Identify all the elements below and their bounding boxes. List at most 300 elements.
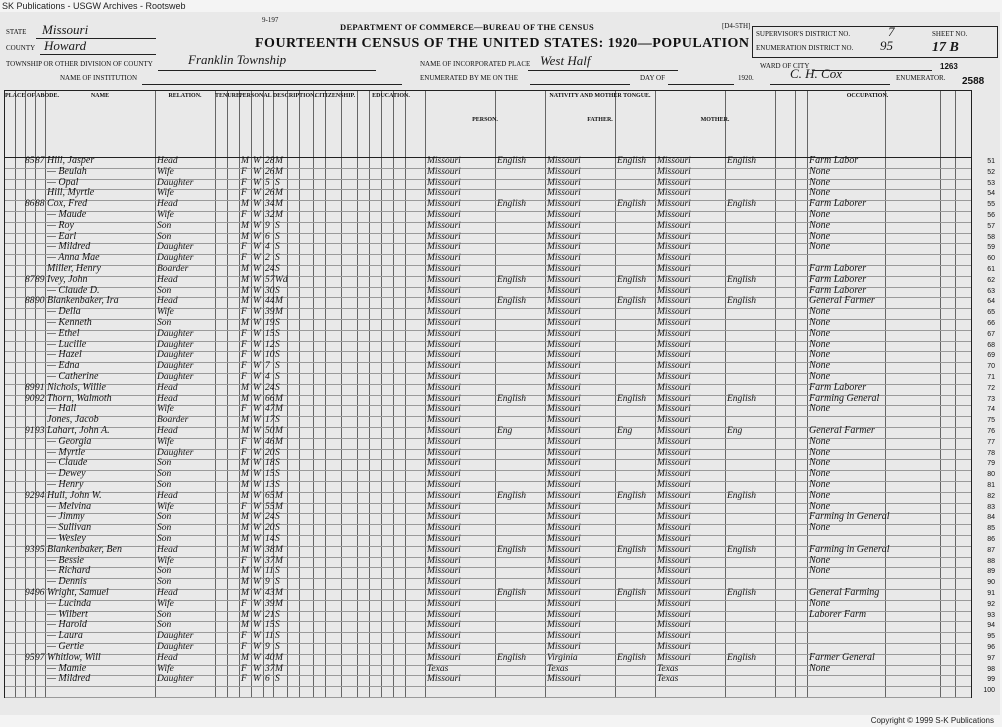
cell-mother-birthplace: Missouri bbox=[657, 609, 691, 620]
cell-person-name: — Gertie bbox=[47, 641, 84, 652]
cell-person-name: Jones, Jacob bbox=[47, 414, 99, 426]
cell-father-birthplace: Missouri bbox=[547, 480, 581, 490]
cell-sex: M bbox=[241, 469, 249, 480]
cell-person-name: Blankenbaker, Ira bbox=[47, 295, 119, 307]
cell-age: 38 bbox=[265, 544, 275, 555]
cell-age: 9 bbox=[265, 642, 270, 652]
cell-mother-birthplace: Missouri bbox=[657, 652, 691, 663]
cell-age: 7 bbox=[265, 361, 270, 372]
cell-relation: Daughter bbox=[157, 177, 194, 188]
cell-marital-status: M bbox=[275, 598, 283, 609]
cell-occupation: None bbox=[809, 500, 831, 512]
cell-occupation: None bbox=[809, 468, 831, 480]
column-group-heading: OCCUPATION. bbox=[846, 93, 889, 99]
cell-marital-status: S bbox=[275, 339, 280, 350]
cell-person-name: — Mildred bbox=[47, 241, 91, 253]
cell-father-birthplace: Missouri bbox=[547, 372, 581, 382]
cell-mother-birthplace: Missouri bbox=[657, 188, 691, 199]
year-label: 1920. bbox=[738, 74, 754, 82]
cell-mother-birthplace: Missouri bbox=[657, 328, 691, 339]
cell-occupation: None bbox=[809, 165, 831, 177]
line-number: 61 bbox=[987, 266, 995, 273]
cell-relation: Daughter bbox=[157, 361, 194, 372]
line-number: 73 bbox=[987, 395, 995, 403]
cell-mother-tongue: English bbox=[497, 199, 527, 210]
cell-age: 5 bbox=[265, 177, 270, 188]
cell-father-birthplace: Missouri bbox=[547, 274, 581, 285]
cell-age: 11 bbox=[265, 631, 274, 642]
row-rule bbox=[5, 675, 971, 676]
cell-birthplace: Missouri bbox=[427, 501, 461, 512]
cell-occupation: None bbox=[809, 241, 831, 253]
line-number: 55 bbox=[987, 201, 995, 209]
cell-relation: Son bbox=[157, 534, 172, 544]
cell-sex: F bbox=[241, 188, 247, 199]
cell-birthplace: Missouri bbox=[427, 674, 461, 685]
cell-age: 19 bbox=[265, 318, 275, 328]
cell-person-name: Cox, Fred bbox=[47, 198, 88, 210]
cell-family-number: 97 bbox=[35, 652, 45, 663]
line-number: 76 bbox=[987, 428, 995, 435]
line-number: 68 bbox=[987, 341, 995, 349]
cell-occupation: General Farming bbox=[809, 587, 880, 598]
cell-race: W bbox=[253, 210, 261, 220]
cell-birthplace: Missouri bbox=[427, 361, 461, 372]
line-number: 89 bbox=[987, 568, 995, 576]
cell-birthplace: Missouri bbox=[427, 264, 461, 274]
cell-race: W bbox=[253, 426, 261, 436]
cell-race: W bbox=[253, 566, 261, 577]
cell-relation: Son bbox=[157, 231, 172, 242]
cell-relation: Son bbox=[157, 285, 172, 296]
cell-age: 57 bbox=[265, 274, 275, 285]
cell-age: 14 bbox=[265, 534, 275, 544]
cell-age: 9 bbox=[265, 220, 270, 231]
incorporated-value: West Half bbox=[540, 53, 591, 68]
cell-birthplace: Missouri bbox=[427, 642, 461, 652]
cell-birthplace: Missouri bbox=[427, 296, 461, 307]
line-number: 100 bbox=[983, 687, 995, 695]
row-rule bbox=[5, 632, 971, 633]
cell-occupation: None bbox=[809, 317, 831, 328]
cell-sex: F bbox=[241, 177, 247, 188]
cell-birthplace: Missouri bbox=[427, 588, 461, 598]
cell-marital-status: M bbox=[275, 544, 283, 555]
cell-birthplace: Missouri bbox=[427, 598, 461, 609]
cell-father-birthplace: Missouri bbox=[547, 350, 581, 361]
cell-relation: Head bbox=[157, 490, 178, 501]
state-label: STATE bbox=[6, 28, 27, 36]
line-number: 66 bbox=[987, 320, 995, 327]
cell-occupation: None bbox=[809, 662, 831, 674]
cell-mother-tongue: English bbox=[497, 393, 527, 404]
cell-birthplace: Missouri bbox=[427, 652, 461, 663]
cell-relation: Daughter bbox=[157, 253, 194, 264]
cell-person-name: — Hazel bbox=[47, 349, 82, 361]
cell-mother-birthplace: Missouri bbox=[657, 555, 691, 566]
cell-age: 28 bbox=[265, 156, 275, 166]
cell-sex: M bbox=[241, 609, 249, 620]
cell-mother-birthplace: Texas bbox=[657, 663, 679, 674]
cell-race: W bbox=[253, 177, 261, 188]
cell-birthplace: Missouri bbox=[427, 480, 461, 490]
cell-sex: M bbox=[241, 480, 249, 490]
line-number: 52 bbox=[987, 168, 995, 176]
cell-age: 26 bbox=[265, 166, 275, 177]
cell-marital-status: S bbox=[275, 480, 280, 490]
cell-mother-tongue: English bbox=[497, 490, 527, 501]
cell-dwelling-number: 90 bbox=[25, 393, 35, 404]
cell-sex: M bbox=[241, 220, 249, 231]
cell-mother-birthplace: Missouri bbox=[657, 469, 691, 480]
cell-dwelling-number: 88 bbox=[25, 296, 35, 307]
cell-dwelling-number: 89 bbox=[25, 382, 35, 393]
cell-marital-status: M bbox=[275, 436, 283, 447]
cell-mother-birthplace: Missouri bbox=[657, 404, 691, 415]
cell-marital-status: M bbox=[275, 652, 283, 663]
cell-mother-tongue-of-mother: English bbox=[727, 490, 757, 501]
cell-occupation: Farm Laborer bbox=[809, 263, 867, 274]
cell-father-birthplace: Missouri bbox=[547, 490, 581, 501]
state-value: Missouri bbox=[42, 22, 89, 37]
cell-dwelling-number: 91 bbox=[25, 426, 35, 436]
cell-age: 65 bbox=[265, 490, 275, 501]
cell-occupation: Farm Labor bbox=[809, 155, 859, 166]
line-number: 63 bbox=[987, 287, 995, 295]
cell-relation: Wife bbox=[157, 307, 174, 318]
cell-person-name: — Claude D. bbox=[47, 284, 100, 296]
cell-mother-birthplace: Missouri bbox=[657, 631, 691, 642]
copyright-note: Copyright © 1999 S-K Publications bbox=[870, 716, 994, 725]
cell-mother-tongue: English bbox=[497, 274, 527, 285]
cell-age: 4 bbox=[265, 372, 270, 382]
cell-sex: M bbox=[241, 534, 249, 544]
cell-age: 26 bbox=[265, 188, 275, 199]
cell-relation: Daughter bbox=[157, 642, 194, 652]
cell-birthplace: Texas bbox=[427, 663, 449, 674]
cell-person-name: — Earl bbox=[47, 230, 77, 242]
cell-birthplace: Missouri bbox=[427, 404, 461, 415]
cell-occupation: None bbox=[809, 209, 831, 220]
cell-relation: Head bbox=[157, 652, 178, 663]
row-rule bbox=[5, 621, 971, 622]
cell-family-number: 94 bbox=[35, 490, 45, 501]
cell-person-name: — Wilbert bbox=[47, 608, 88, 620]
cell-age: 24 bbox=[265, 512, 275, 523]
row-rule bbox=[5, 254, 971, 255]
cell-mother-birthplace: Missouri bbox=[657, 307, 691, 318]
cell-father-birthplace: Missouri bbox=[547, 598, 581, 609]
cell-occupation: Farming in General bbox=[809, 511, 890, 523]
cell-mother-tongue: English bbox=[497, 588, 527, 598]
cell-race: W bbox=[253, 339, 261, 350]
cell-dwelling-number: 87 bbox=[25, 274, 35, 285]
cell-birthplace: Missouri bbox=[427, 166, 461, 177]
cell-race: W bbox=[253, 382, 261, 393]
cell-age: 50 bbox=[265, 426, 275, 436]
cell-sex: F bbox=[241, 663, 247, 674]
cell-relation: Daughter bbox=[157, 372, 194, 382]
cell-birthplace: Missouri bbox=[427, 393, 461, 404]
cell-person-name: Thorn, Walmoth bbox=[47, 392, 112, 404]
cell-sex: F bbox=[241, 674, 247, 685]
cell-person-name: — Laura bbox=[47, 630, 83, 642]
cell-race: W bbox=[253, 296, 261, 307]
cell-relation: Head bbox=[157, 199, 178, 210]
cell-person-name: Whitlow, Will bbox=[47, 651, 101, 663]
sheet-value: 17 B bbox=[932, 40, 959, 55]
cell-age: 24 bbox=[265, 264, 275, 274]
cell-age: 46 bbox=[265, 436, 275, 447]
cell-relation: Daughter bbox=[157, 447, 194, 458]
cell-marital-status: M bbox=[275, 426, 283, 436]
cell-person-name: — Kenneth bbox=[47, 317, 92, 328]
cell-mother-tongue: English bbox=[497, 296, 527, 307]
cell-person-name: — Dennis bbox=[47, 576, 87, 588]
cell-father-birthplace: Missouri bbox=[547, 318, 581, 328]
cell-relation: Wife bbox=[157, 404, 174, 415]
cell-father-birthplace: Missouri bbox=[547, 642, 581, 652]
cell-occupation: None bbox=[809, 446, 831, 458]
cell-father-birthplace: Missouri bbox=[547, 307, 581, 318]
county-label: COUNTY bbox=[6, 44, 36, 52]
cell-age: 2 bbox=[265, 253, 270, 264]
cell-father-birthplace: Missouri bbox=[547, 566, 581, 577]
cell-father-birthplace: Missouri bbox=[547, 382, 581, 393]
cell-relation: Wife bbox=[157, 555, 174, 566]
cell-marital-status: M bbox=[275, 188, 283, 199]
cell-sex: M bbox=[241, 274, 249, 285]
cell-age: 40 bbox=[265, 652, 275, 663]
cell-relation: Son bbox=[157, 469, 172, 480]
cell-race: W bbox=[253, 415, 261, 426]
cell-person-name: — Lucinda bbox=[47, 597, 92, 609]
cell-mother-birthplace: Missouri bbox=[657, 490, 691, 501]
cell-mother-birthplace: Missouri bbox=[657, 523, 691, 534]
cell-occupation: Farm Laborer bbox=[809, 284, 867, 296]
cell-father-birthplace: Missouri bbox=[547, 674, 581, 685]
cell-relation: Daughter bbox=[157, 350, 194, 361]
cell-sex: M bbox=[241, 577, 249, 588]
cell-person-name: — Wesley bbox=[47, 533, 86, 544]
cell-sex: F bbox=[241, 598, 247, 609]
cell-sex: F bbox=[241, 210, 247, 220]
cell-father-birthplace: Texas bbox=[547, 663, 569, 674]
cell-marital-status: M bbox=[275, 588, 283, 598]
cell-sex: M bbox=[241, 231, 249, 242]
cell-race: W bbox=[253, 328, 261, 339]
column-group-heading: RELATION. bbox=[168, 93, 202, 99]
line-number: 51 bbox=[987, 158, 995, 165]
cell-birthplace: Missouri bbox=[427, 523, 461, 534]
cell-race: W bbox=[253, 188, 261, 199]
stamp-2588: 2588 bbox=[962, 76, 985, 87]
cell-father-birthplace: Missouri bbox=[547, 534, 581, 544]
cell-father-birthplace: Missouri bbox=[547, 285, 581, 296]
cell-father-birthplace: Missouri bbox=[547, 631, 581, 642]
cell-person-name: — Georgia bbox=[47, 435, 92, 447]
cell-relation: Wife bbox=[157, 598, 174, 609]
cell-birthplace: Missouri bbox=[427, 620, 461, 631]
cell-mother-birthplace: Missouri bbox=[657, 361, 691, 372]
cell-occupation: Farm Laborer bbox=[809, 273, 867, 285]
cell-birthplace: Missouri bbox=[427, 415, 461, 426]
cell-marital-status: M bbox=[275, 210, 283, 220]
cell-marital-status: S bbox=[275, 382, 280, 393]
cell-age: 39 bbox=[265, 307, 275, 318]
line-number: 78 bbox=[987, 449, 995, 457]
cell-relation: Daughter bbox=[157, 242, 194, 253]
cell-age: 44 bbox=[265, 296, 275, 307]
cell-father-birthplace: Missouri bbox=[547, 339, 581, 350]
cell-race: W bbox=[253, 166, 261, 177]
line-number: 81 bbox=[987, 482, 995, 489]
cell-person-name: — Hall bbox=[47, 403, 77, 415]
township-value: Franklin Township bbox=[188, 52, 287, 67]
line-number: 53 bbox=[987, 179, 995, 187]
line-number: 64 bbox=[987, 298, 995, 306]
column-group-heading: CITIZENSHIP. bbox=[314, 93, 356, 99]
cell-marital-status: M bbox=[275, 393, 283, 404]
cell-occupation: None bbox=[809, 360, 831, 372]
cell-father-tongue: English bbox=[617, 652, 647, 663]
cell-dwelling-number: 85 bbox=[25, 156, 35, 166]
cell-relation: Son bbox=[157, 620, 172, 631]
cell-race: W bbox=[253, 534, 261, 544]
cell-father-birthplace: Missouri bbox=[547, 188, 581, 199]
cell-race: W bbox=[253, 447, 261, 458]
cell-race: W bbox=[253, 274, 261, 285]
cell-father-birthplace: Missouri bbox=[547, 577, 581, 588]
cell-relation: Head bbox=[157, 274, 178, 285]
cell-sex: M bbox=[241, 393, 249, 404]
cell-age: 47 bbox=[265, 404, 275, 415]
incorporated-label: NAME OF INCORPORATED PLACE bbox=[420, 60, 531, 68]
line-number: 82 bbox=[987, 492, 995, 500]
cell-person-name: Hull, John W. bbox=[47, 489, 102, 501]
enumeration-label: ENUMERATION DISTRICT NO. bbox=[756, 44, 854, 52]
cell-birthplace: Missouri bbox=[427, 210, 461, 220]
cell-sex: F bbox=[241, 631, 247, 642]
cell-occupation: Farm Laborer bbox=[809, 198, 867, 210]
cell-occupation: None bbox=[809, 403, 831, 415]
cell-dwelling-number: 93 bbox=[25, 544, 35, 555]
cell-mother-birthplace: Missouri bbox=[657, 447, 691, 458]
cell-marital-status: M bbox=[275, 555, 283, 566]
cell-sex: M bbox=[241, 458, 249, 469]
cell-mother-birthplace: Missouri bbox=[657, 426, 691, 436]
cell-race: W bbox=[253, 490, 261, 501]
cell-sex: M bbox=[241, 415, 249, 426]
cell-race: W bbox=[253, 458, 261, 469]
cell-person-name: — Maude bbox=[47, 209, 87, 220]
line-number: 86 bbox=[987, 536, 995, 543]
cell-marital-status: S bbox=[275, 469, 280, 480]
cell-relation: Son bbox=[157, 318, 172, 328]
cell-person-name: — Melvina bbox=[47, 500, 92, 512]
cell-occupation: None bbox=[809, 219, 831, 231]
cell-relation: Wife bbox=[157, 663, 174, 674]
cell-sex: M bbox=[241, 318, 249, 328]
cell-sex: M bbox=[241, 426, 249, 436]
cell-father-birthplace: Virginia bbox=[547, 652, 578, 663]
cell-birthplace: Missouri bbox=[427, 339, 461, 350]
cell-person-name: Blankenbaker, Ben bbox=[47, 543, 122, 555]
cell-father-tongue: English bbox=[617, 588, 647, 598]
cell-mother-tongue: English bbox=[497, 156, 527, 166]
line-number: 85 bbox=[987, 525, 995, 533]
cell-father-birthplace: Missouri bbox=[547, 544, 581, 555]
line-number: 87 bbox=[987, 546, 995, 554]
cell-occupation: None bbox=[809, 306, 831, 318]
cell-age: 15 bbox=[265, 620, 275, 631]
cell-father-birthplace: Missouri bbox=[547, 328, 581, 339]
cell-person-name: — Mildred bbox=[47, 673, 91, 685]
cell-race: W bbox=[253, 523, 261, 534]
cell-person-name: — Ethel bbox=[47, 327, 80, 339]
cell-mother-birthplace: Missouri bbox=[657, 480, 691, 490]
cell-relation: Boarder bbox=[157, 264, 189, 274]
cell-father-tongue: English bbox=[617, 296, 647, 307]
department-heading: DEPARTMENT OF COMMERCE—BUREAU OF THE CENSUS bbox=[340, 22, 595, 32]
cell-birthplace: Missouri bbox=[427, 566, 461, 577]
cell-marital-status: S bbox=[275, 631, 280, 642]
cell-father-birthplace: Missouri bbox=[547, 177, 581, 188]
cell-relation: Wife bbox=[157, 188, 174, 199]
cell-mother-birthplace: Missouri bbox=[657, 210, 691, 220]
cell-birthplace: Missouri bbox=[427, 156, 461, 166]
cell-birthplace: Missouri bbox=[427, 177, 461, 188]
cell-birthplace: Missouri bbox=[427, 274, 461, 285]
nativity-subheading: FATHER. bbox=[587, 117, 613, 123]
cell-dwelling-number: 86 bbox=[25, 199, 35, 210]
cell-age: 21 bbox=[265, 609, 275, 620]
cell-father-birthplace: Missouri bbox=[547, 231, 581, 242]
cell-marital-status: S bbox=[275, 242, 280, 253]
cell-person-name: — Richard bbox=[47, 565, 91, 577]
nativity-subheading: MOTHER. bbox=[700, 117, 730, 123]
cell-person-name: Hill, Myrtle bbox=[47, 187, 95, 199]
cell-race: W bbox=[253, 436, 261, 447]
cell-father-birthplace: Missouri bbox=[547, 253, 581, 264]
cell-race: W bbox=[253, 480, 261, 490]
cell-mother-birthplace: Missouri bbox=[657, 166, 691, 177]
cell-marital-status: S bbox=[275, 350, 280, 361]
cell-person-name: Miller, Henry bbox=[47, 263, 101, 274]
line-number: 84 bbox=[987, 514, 995, 522]
cell-race: W bbox=[253, 642, 261, 652]
row-rule bbox=[5, 535, 971, 536]
line-number: 98 bbox=[987, 665, 995, 673]
cell-marital-status: S bbox=[275, 534, 280, 544]
cell-family-number: 87 bbox=[35, 156, 45, 166]
cell-marital-status: M bbox=[275, 404, 283, 415]
line-number: 97 bbox=[987, 654, 995, 662]
cell-relation: Son bbox=[157, 577, 172, 588]
cell-age: 32 bbox=[265, 210, 275, 220]
cell-race: W bbox=[253, 393, 261, 404]
cell-father-birthplace: Missouri bbox=[547, 199, 581, 210]
census-title: FOURTEENTH CENSUS OF THE UNITED STATES: 1920—POPULATION bbox=[255, 36, 750, 51]
cell-mother-tongue: English bbox=[497, 544, 527, 555]
cell-sex: F bbox=[241, 253, 247, 264]
cell-birthplace: Missouri bbox=[427, 382, 461, 393]
cell-race: W bbox=[253, 220, 261, 231]
cell-father-tongue: English bbox=[617, 199, 647, 210]
cell-race: W bbox=[253, 156, 261, 166]
cell-father-birthplace: Missouri bbox=[547, 361, 581, 372]
cell-marital-status: S bbox=[275, 609, 280, 620]
